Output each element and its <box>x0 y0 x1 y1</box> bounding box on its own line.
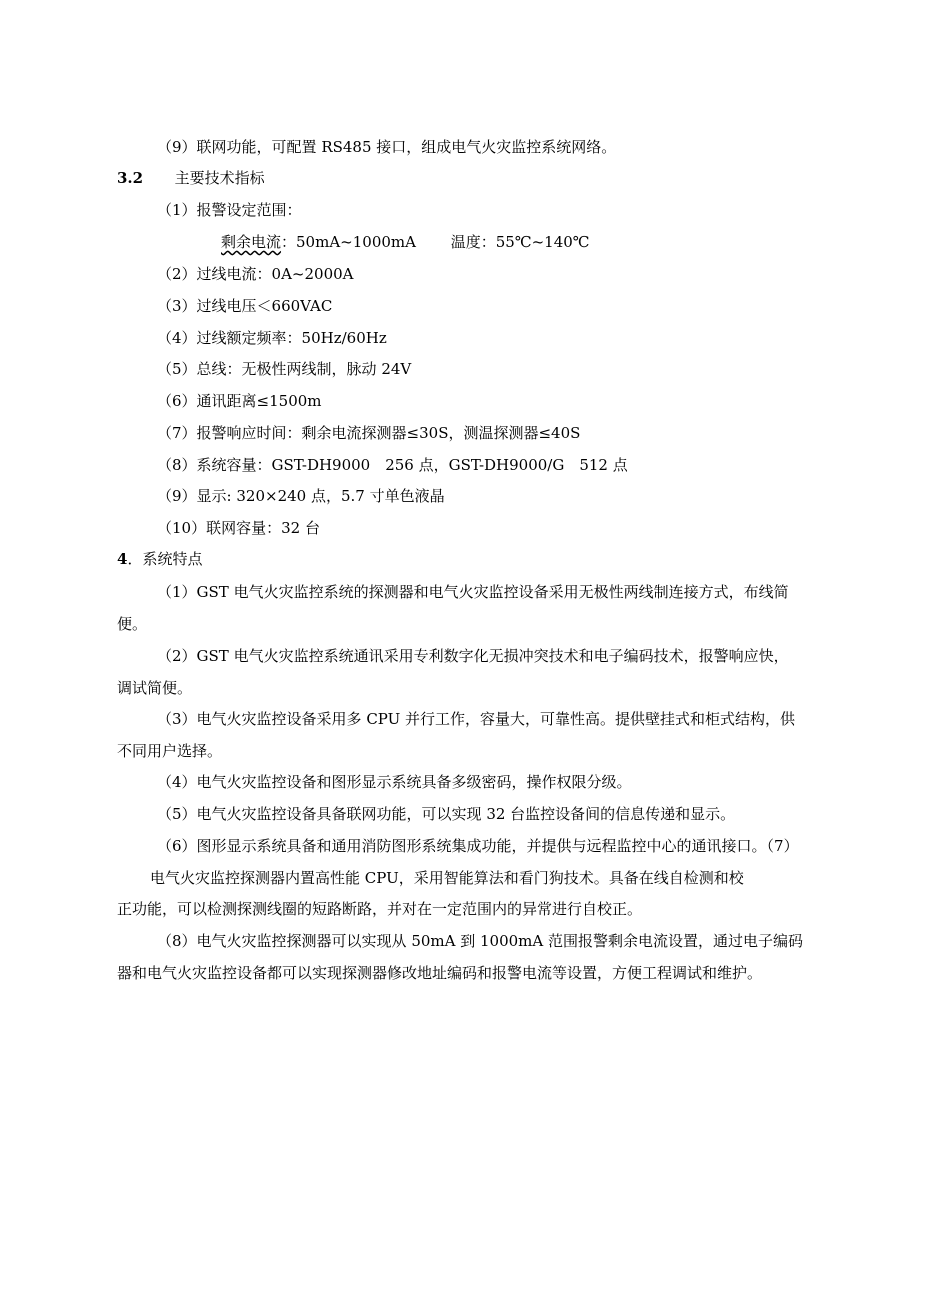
feature-2-line-1: （2）GST 电气火灾监控系统通讯采用专利数字化无损冲突技术和电子编码技术，报警响应快， <box>157 647 789 665</box>
spec-1-values <box>221 232 590 252</box>
spec-2-line-current: （2）过线电流：0A~2000A <box>157 265 354 283</box>
spec-8-capacity: （8）系统容量：GST-DH9000 256 点，GST-DH9000/G 512 点 <box>157 456 628 474</box>
feature-8-line-2: 器和电气火灾监控设备都可以实现探测器修改地址编码和报警电流等设置，方便工程调试和维护。 <box>117 964 763 982</box>
spec-7-response-time: （7）报警响应时间：剩余电流探测器≤30S，测温探测器≤40S <box>157 424 581 442</box>
spec-5-bus: （5）总线：无极性两线制，脉动 24V <box>157 360 412 378</box>
spec-1-values-text: ：50mA~1000mA 温度：55℃~140℃ <box>281 233 590 251</box>
feature-3-line-2: 不同用户选择。 <box>117 742 223 760</box>
feature-1-line-2: 便。 <box>117 615 148 633</box>
feature-2-line-2: 调试简便。 <box>117 679 193 697</box>
feature-5: （5）电气火灾监控设备具备联网功能，可以实现 32 台监控设备间的信息传递和显示。 <box>157 805 736 823</box>
section-title: 主要技术指标 <box>174 169 265 187</box>
section-number: 3.2 <box>117 169 144 187</box>
feature-6-line-1: （6）图形显示系统具备和通用消防图形系统集成功能，并提供与远程监控中心的通讯接口。（7） <box>157 837 799 855</box>
spec-9-display: （9）显示: 320×240 点，5.7 寸单色液晶 <box>157 487 445 505</box>
section-3-2-heading <box>117 168 265 188</box>
section-4-heading <box>117 549 202 569</box>
spec-1-alarm-range: （1）报警设定范围： <box>157 201 302 219</box>
spec-10-network-capacity: （10）联网容量：32 台 <box>157 519 320 537</box>
feature-7-line-1: 电气火灾监控探测器内置高性能 CPU，采用智能算法和看门狗技术。具备在线自检测和校 <box>150 869 744 887</box>
feature-3-line-1: （3）电气火灾监控设备采用多 CPU 并行工作，容量大，可靠性高。提供壁挂式和柜式结构，供 <box>157 710 796 728</box>
residual-current-label: 剩余电流 <box>221 233 282 251</box>
spec-3-line-voltage: （3）过线电压＜660VAC <box>157 297 333 315</box>
section-title: ．系统特点 <box>127 550 203 568</box>
section-number: 4 <box>117 550 128 568</box>
spec-4-frequency: （4）过线额定频率：50Hz/60Hz <box>157 329 387 347</box>
feature-8-line-1: （8）电气火灾监控探测器可以实现从 50mA 到 1000mA 范围报警剩余电流设置，通过电子编码 <box>157 932 803 950</box>
feature-1-line-1: （1）GST 电气火灾监控系统的探测器和电气火灾监控设备采用无极性两线制连接方式，布线简 <box>157 583 789 601</box>
feature-7-line-2: 正功能，可以检测探测线圈的短路断路，并对在一定范围内的异常进行自校正。 <box>117 900 643 918</box>
spec-6-distance: （6）通讯距离≤1500m <box>157 392 322 410</box>
feature-4: （4）电气火灾监控设备和图形显示系统具备多级密码，操作权限分级。 <box>157 773 632 791</box>
item-9-network: （9）联网功能，可配置 RS485 接口，组成电气火灾监控系统网络。 <box>157 138 617 156</box>
